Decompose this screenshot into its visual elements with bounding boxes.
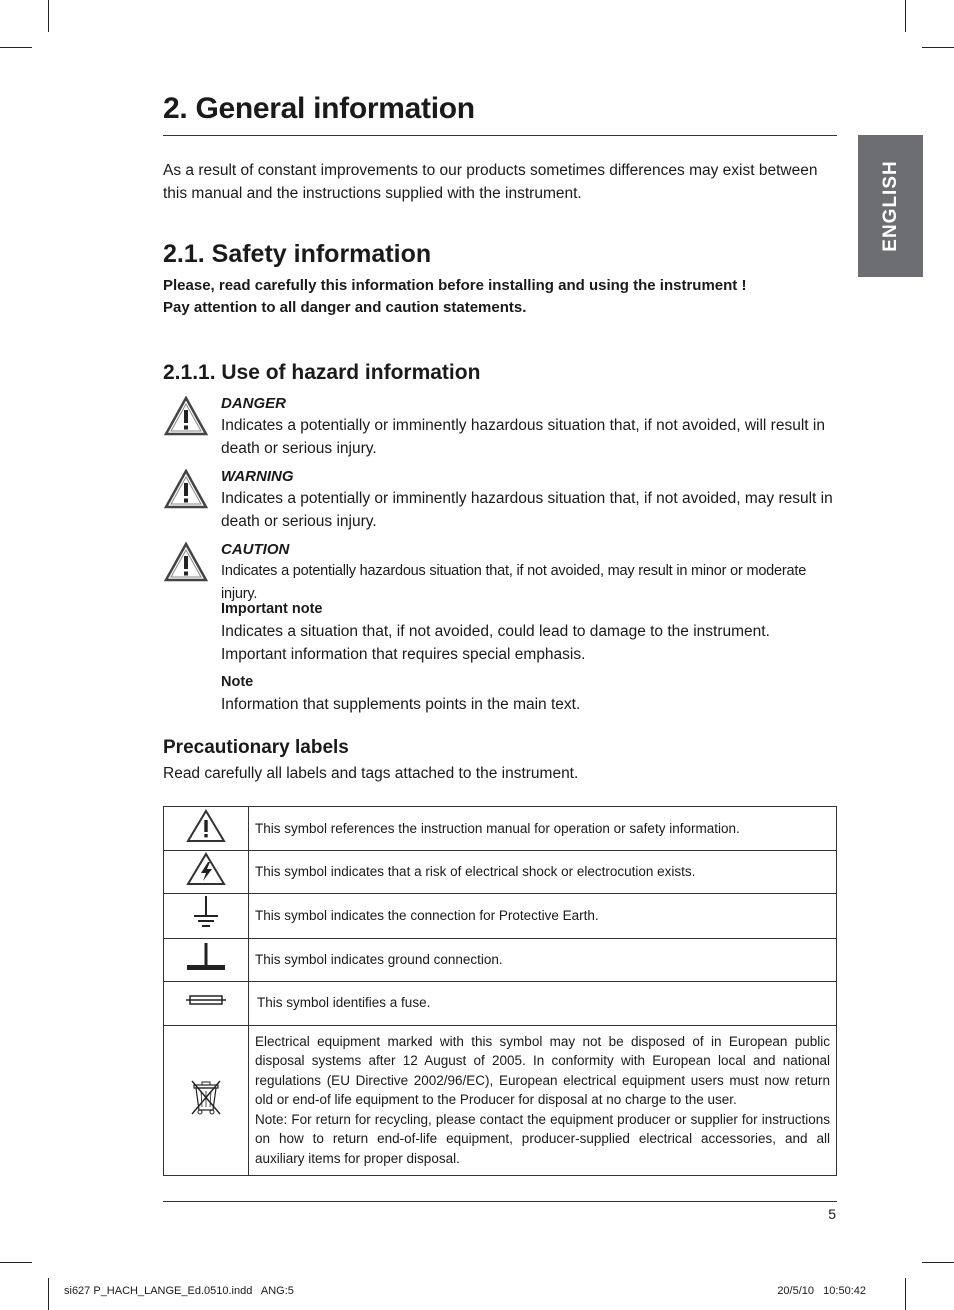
crop-mark — [48, 1278, 49, 1310]
crop-mark — [0, 1262, 32, 1263]
hazard-heading: 2.1.1. Use of hazard information — [163, 361, 481, 384]
table-row — [164, 894, 837, 939]
warning-triangle-icon — [164, 542, 208, 582]
table-row — [164, 981, 837, 1025]
safety-heading: 2.1. Safety information — [163, 240, 432, 268]
table-row — [164, 1025, 837, 1175]
crop-mark — [905, 0, 906, 32]
warning-triangle-icon — [186, 809, 226, 843]
precaution-heading: Precautionary labels — [163, 737, 349, 758]
safety-line-1: Please, read carefully this information before installing and using the instrument ! — [163, 277, 747, 294]
label-text: This symbol indicates ground connection. — [249, 938, 837, 981]
table-row — [164, 807, 837, 851]
title-rule — [163, 135, 837, 136]
note-title: Note — [221, 674, 254, 690]
icon-cell — [164, 807, 249, 851]
language-tab — [858, 135, 923, 277]
hazard-text: Indicates a potentially or imminently hazardous situation that, if not avoided, may result in death or serious injury. — [221, 490, 833, 530]
table-row — [164, 851, 837, 894]
hazard-item-warning — [221, 468, 837, 533]
crop-mark — [905, 1278, 906, 1310]
warning-triangle-icon — [164, 396, 208, 436]
intro-paragraph: As a result of constant improvements to our products sometimes differences may exist between this manual and the instructions supplied with the instrument. — [163, 162, 818, 202]
weee-note-text: : For return for recycling, please contact the equipment producer or supplier for instructions on how to return end-of-life equipment, producer-supplied electrical accessories, and all auxiliary items for proper disposal. — [255, 1111, 830, 1166]
page-title: 2. General information — [163, 92, 475, 125]
footer-timestamp: 20/5/10 10:50:42 — [777, 1285, 866, 1297]
icon-cell — [164, 1025, 249, 1175]
hazard-item-danger — [221, 395, 837, 460]
language-tab-label: ENGLISH — [879, 160, 901, 252]
footer-file-info: si627 P_HACH_LANGE_Ed.0510.indd ANG:5 — [64, 1285, 294, 1297]
hazard-term: WARNING — [221, 468, 294, 485]
note-text: Information that supplements points in the main text. — [221, 696, 581, 713]
important-note — [221, 598, 837, 666]
crop-mark — [48, 0, 49, 32]
icon-cell — [164, 938, 249, 981]
safety-line-2: Pay attention to all danger and caution statements. — [163, 299, 527, 316]
icon-cell — [164, 981, 249, 1025]
label-text — [249, 1025, 837, 1175]
hazard-term: DANGER — [221, 395, 287, 412]
precaution-text: Read carefully all labels and tags attached to the instrument. — [163, 765, 579, 782]
label-text: This symbol indicates the connection for Protective Earth. — [249, 894, 837, 939]
protective-earth-icon — [186, 894, 226, 932]
electrical-shock-icon — [186, 852, 226, 886]
note-block — [221, 671, 837, 716]
important-note-text: Indicates a situation that, if not avoided, could lead to damage to the instrument. Important information that requires special emphasis. — [221, 623, 770, 663]
label-text: This symbol references the instruction manual for operation or safety information. — [249, 807, 837, 851]
warning-triangle-icon — [164, 469, 208, 509]
weee-text: Electrical equipment marked with this symbol may not be disposed of in European public disposal systems after 12 August of 2005. In conformity with European local and national regulations (EU Directive 2002/96/EC), European electrical equipment users must now return old or end-of life equipment to the Producer for disposal at no charge to the user. — [255, 1033, 830, 1108]
weee-bin-icon — [189, 1077, 223, 1117]
label-text: This symbol indicates that a risk of electrical shock or electrocution exists. — [249, 851, 837, 894]
footer-rule — [163, 1201, 837, 1202]
table-row — [164, 938, 837, 981]
important-note-title: Important note — [221, 601, 323, 617]
label-text: This symbol identifies a fuse. — [249, 981, 837, 1025]
icon-cell — [164, 894, 249, 939]
crop-mark — [922, 47, 954, 48]
page-number: 5 — [828, 1206, 836, 1222]
ground-icon — [184, 940, 228, 974]
fuse-icon — [184, 992, 228, 1008]
crop-mark — [922, 1262, 954, 1263]
hazard-term: CAUTION — [221, 541, 290, 558]
icon-cell — [164, 851, 249, 894]
hazard-text: Indicates a potentially or imminently hazardous situation that, if not avoided, will result in death or serious injury. — [221, 417, 825, 457]
hazard-item-caution — [221, 541, 837, 606]
crop-mark — [0, 47, 32, 48]
precaution-labels-table — [163, 806, 837, 1176]
weee-note-label: Note — [255, 1111, 284, 1127]
hazard-text: Indicates a potentially hazardous situation that, if not avoided, may result in minor or moderate injury. — [221, 563, 807, 602]
